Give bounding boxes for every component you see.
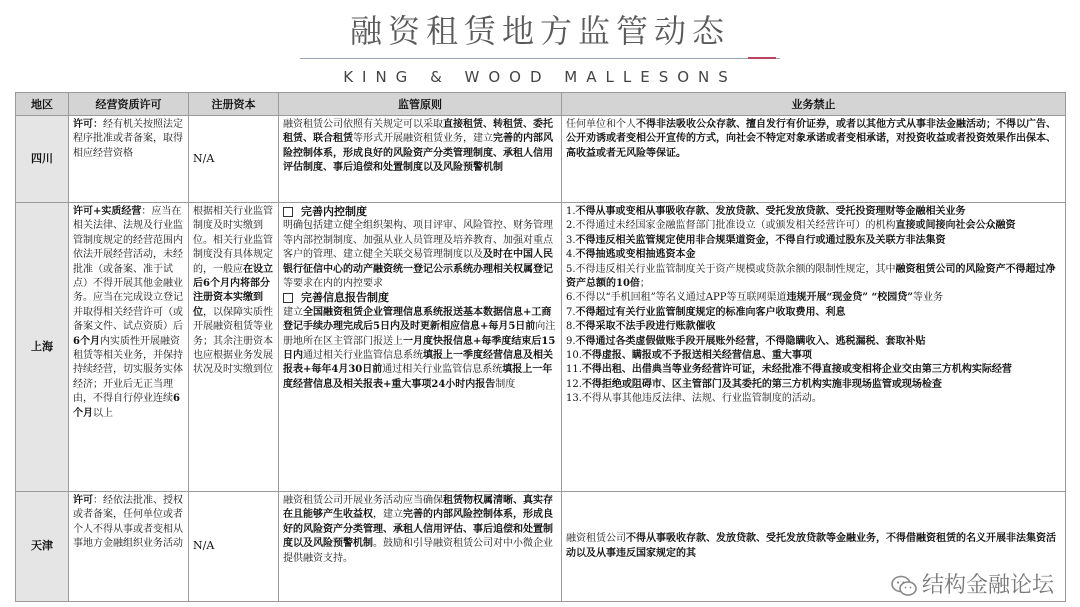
principle-cell [279, 116, 562, 203]
prohibition-cell [562, 116, 1066, 203]
capital-text: ，以保障实质性开展融资租赁等业务；其余注册资本也应根据业务发展状况及时实缴到位 [193, 306, 273, 376]
emphasis-text: 违规开展“现金贷” “校园贷” [786, 292, 913, 304]
prohibition-item [566, 320, 1061, 334]
prohibition-item [566, 205, 1061, 219]
emphasis-text: 直接或间接向社会公众融资 [895, 220, 1016, 232]
principle-cell [279, 492, 562, 602]
body-text: 任何单位和个人 [566, 119, 636, 130]
header-prohibition: 业务禁止 [562, 93, 1066, 116]
header-capital: 注册资本 [189, 93, 279, 116]
regulation-table [15, 92, 1066, 602]
section-heading [283, 205, 557, 219]
section-text: 通过相关行业监管信息系统 [303, 350, 423, 362]
wechat-logo-icon [890, 575, 918, 597]
region-cell: 四川 [16, 116, 69, 203]
prohibition-item [566, 248, 1061, 262]
emphasis-text: 融资租赁公司的风险资产不得超过净资产总额的10倍 [566, 263, 1056, 290]
emphasis-text: ；不得以广告、公开劝诱或者变相公开宣传的方式，向社会不特定对象承诺或者变相承诺，对投资收益或者投资效果作出保本、高收益或者无风险等保证。 [566, 119, 1056, 159]
license-cell [69, 203, 189, 492]
section-emphasis: 一月度快报信息+每季度结束后15日内 [283, 335, 556, 362]
body-text: 13.不得从事其他违反法律、法规、行业监管制度的活动。 [566, 393, 822, 405]
body-text: 5.不得违反相关行业监管制度关于资产规模或贷款余额的限制性规定，其中 [566, 263, 896, 275]
prohibition-item [566, 378, 1061, 392]
table-row-sichuan [16, 116, 1066, 203]
emphasis-text: 不得超过有关行业监管制度规定的标准向客户收取费用、利息 [575, 306, 846, 318]
emphasis-text: ，形成良好的风险资产分类管理、承租人信用评估、事后追偿和处置制度以及风险预警机制 [283, 509, 553, 550]
emphasis-text: 租赁物权属清晰、真实存在且能够产生收益权 [283, 495, 553, 521]
license-text: ：经依法批准、授权或者备案，任何单位或者个人不得从事或者变相从事地方金融组织业务活动 [73, 495, 183, 550]
license-text: ：应当在相关法律、法规及行业监管制度规定的经营范围内依法开展经营活动，未经批准（或备案、准于试点）不得开展其他金融业务。应当在完成设立登记并取得相关经营许可（或备案文件、试点资质）后 [73, 206, 183, 333]
body-text: 融资租赁公司依照有关规定可以采取 [283, 119, 443, 130]
body-text: 12. [566, 378, 582, 390]
emphasis-text: 不得非法吸收公众存款、擅自发行有价证券，或者以其他方式从事非法金融活动 [636, 119, 986, 130]
body-text: 融资租赁公司开展业务活动应当确保 [283, 495, 443, 506]
section-body [283, 219, 557, 291]
license-period: 6个月 [73, 393, 180, 419]
emphasis-text: 不得拒绝或阻碍市、区主管部门及其委托的第三方机构实施非现场监管或现场检查 [581, 378, 942, 390]
prohibition-item [566, 291, 1061, 305]
section-emphasis: 及时在中国人民银行征信中心的动产融资统一登记公示系统办理相关权属登记 [283, 249, 553, 275]
prohibition-item [566, 306, 1061, 320]
capital-cell: N/A [189, 116, 279, 203]
section-body [283, 306, 557, 392]
section-title: 完善内控制度 [301, 205, 367, 218]
header-license: 经营资质许可 [69, 93, 189, 116]
body-text: ； [639, 278, 650, 290]
license-period: 6个月 [73, 335, 100, 347]
body-text: 4. [566, 249, 576, 261]
emphasis-text: 不得抽逃或变相抽逃资本金 [575, 249, 696, 261]
prohibition-item [566, 263, 1061, 292]
license-keyword: 许可+实质经营 [73, 206, 142, 217]
header-region: 地区 [16, 93, 69, 116]
checkbox-square-icon [283, 293, 293, 303]
prohibition-item [566, 335, 1061, 349]
emphasis-text: 完善的内部风险控制体系 [283, 133, 553, 159]
watermark-text: 结构金融论坛 [921, 573, 1054, 598]
body-text: 10. [566, 350, 582, 362]
emphasis-text: 不得从事吸收存款、发放贷款、受托发放贷款等金融业务，不得借融资租赁的名义开展非法集资活动以及从事违反国家规定的其 [566, 533, 1056, 559]
capital-requirement: 在设立后6个月内将部分注册资本实缴到位 [193, 263, 273, 318]
section-emphasis: 填报上一年度经营信息及相关报表+重大事项24小时内报告 [283, 364, 553, 390]
checkbox-square-icon [283, 207, 293, 217]
emphasis-text: 不得出租、出借典当等业务经营许可证，未经批准不得直接或变相将企业交由第三方机构实际经营 [581, 364, 1012, 376]
section-text: 通过相关行业监管信息系统 [382, 364, 503, 376]
prohibition-item [566, 392, 1061, 406]
license-keyword: 许可 [73, 495, 93, 506]
capital-cell: N/A [189, 492, 279, 602]
body-text: 等业务 [912, 292, 943, 304]
section-heading [283, 291, 557, 305]
section-text: 建立 [283, 306, 303, 318]
prohibition-item [566, 219, 1061, 233]
title-divider-accent [748, 57, 776, 59]
license-cell [69, 116, 189, 203]
section-title: 完善信息报告制度 [301, 291, 389, 305]
capital-text: 根据相关行业监管制度及时实缴到位。相关行业监管制度没有具体规定的，一般应 [193, 206, 273, 275]
section-text: 明确包括建立健全组织架构、项目评审、风险管控、财务管理等内部控制制度、加强从业人员管理及培养教育、加强对重点客户的管理、建立健全关联交易管理制度以及 [283, 220, 553, 261]
license-keyword: 许可： [73, 119, 103, 130]
emphasis-text: ，形成良好的风险资产分类管理制度、承租人信用评估制度、事后追偿和处置制度以及风险预警机制 [283, 147, 553, 174]
prohibition-cell [562, 203, 1066, 492]
body-text: 。鼓励和引导融资租赁公司对中小微企业提供融资支持。 [283, 538, 553, 564]
prohibition-item [566, 234, 1061, 248]
table-header-row [16, 93, 1066, 116]
firm-name: KING & WOOD MALLESONS [343, 68, 737, 86]
capital-cell [189, 203, 279, 492]
emphasis-text: 使用非合规渠道资金，不得自行或通过股东及关联方非法集资 [675, 234, 946, 246]
header-principle: 监管原则 [279, 93, 562, 116]
body-text: 等形式开展融资租赁业务，建立 [353, 133, 493, 145]
license-cell [69, 492, 189, 602]
emphasis-text: 不得采取不法手段进行账款催收 [575, 321, 716, 333]
emphasis-text: 完善的内部风险控制体系 [403, 509, 513, 521]
body-text: 融资租赁公司 [566, 533, 626, 545]
body-text: 1. [566, 206, 576, 217]
title-divider [300, 58, 780, 59]
prohibition-item [566, 363, 1061, 377]
region-cell: 天津 [16, 492, 69, 602]
emphasis-text: 不得违反相关监管规定 [575, 234, 676, 246]
section-emphasis: 填报上一季度经营信息及相关报表+每年4月30日前 [283, 350, 553, 376]
section-text: 等要求在内的内控要求 [283, 278, 383, 290]
section-text: 向注册地所在区主管部门报送上 [283, 321, 556, 347]
body-text: 7. [566, 306, 576, 318]
prohibition-item [566, 349, 1061, 363]
section-text: 制度 [495, 378, 516, 390]
body-text: 3. [566, 234, 576, 246]
section-emphasis: 全国融资租赁企业管理信息系统报送基本数据信息+工商登记手续办理完成后5日内及时更新相应信息+每月5日前 [283, 306, 552, 333]
watermark [884, 566, 1060, 601]
body-text: 11. [566, 364, 582, 376]
page-title: 融资租赁地方监管动态 [349, 12, 730, 50]
body-text: 2.不得通过未经国家金融监督部门批准设立（或颁发相关经营许可）的机构 [566, 220, 896, 232]
license-text: 以上 [93, 407, 113, 419]
license-text: 内实质性开展融资租赁等相关业务，并保持持续经营，切实服务实体经济；开业后无正当理由，不得自行停业连续 [73, 335, 183, 405]
emphasis-text: 不得虚报、瞒报或不予报送相关经营信息、重大事项 [581, 350, 812, 362]
body-text: 9. [566, 335, 576, 347]
region-cell: 上海 [16, 203, 69, 492]
table-row-shanghai [16, 203, 1066, 492]
emphasis-text: 不得通过各类虚假做账手段开展账外经营，不得隐瞒收入、逃税漏税、套取补贴 [575, 335, 926, 347]
body-text: ，建立 [373, 509, 403, 521]
emphasis-text: 不得从事或变相从事吸收存款、发放贷款、受托发放贷款、受托投资理财等金融相关业务 [575, 206, 966, 217]
body-text: 8. [566, 321, 576, 333]
emphasis-text: 直接租赁、转租赁、委托租赁、联合租赁 [283, 119, 553, 145]
license-text: 经有机关按照法定程序批准或者备案，取得相应经营资格 [73, 119, 183, 159]
body-text: 6.不得以“手机回租”等名义通过APP等互联网渠道 [566, 292, 787, 304]
principle-cell [279, 203, 562, 492]
